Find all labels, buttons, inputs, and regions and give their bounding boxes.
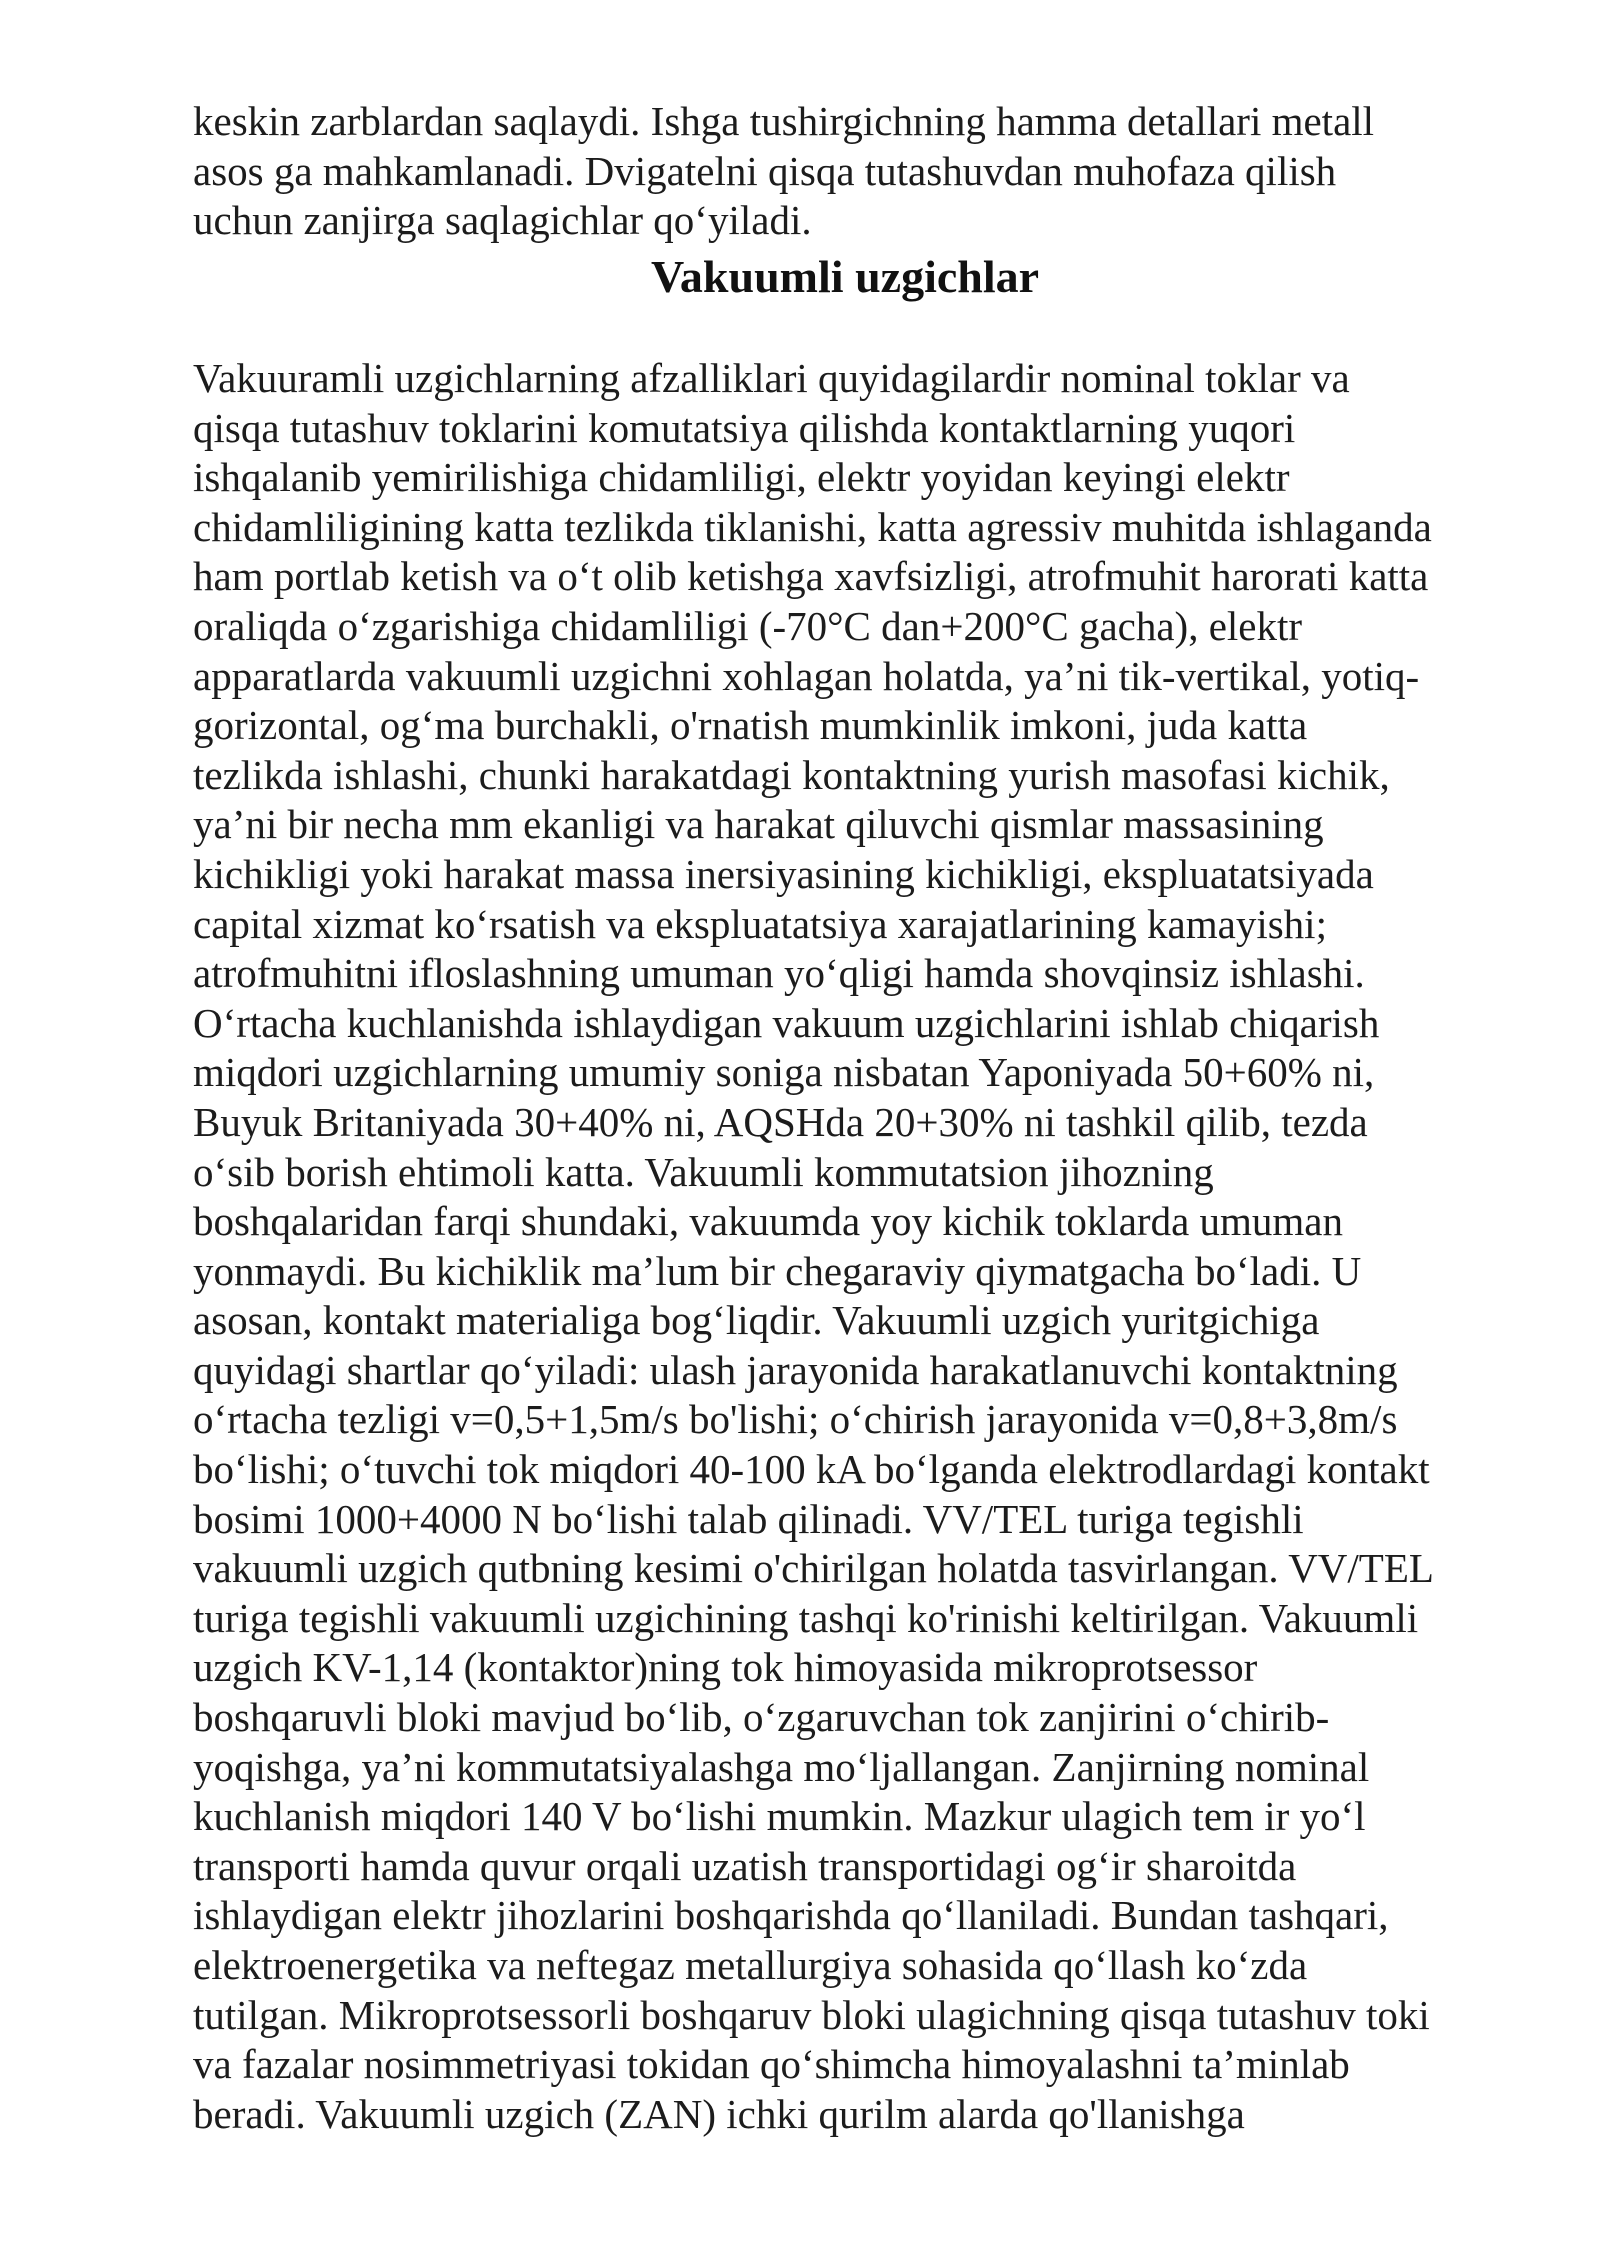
text-line: tezlikda ishlashi, chunki harakatdagi kontaktning yurish masofasi kichik, [193,751,1390,798]
text-line: va fazalar nosimmetriyasi tokidan qo‘shimcha himoyalashni ta’minlab [193,2041,1350,2088]
text-line: Vakuuramli uzgichlarning afzalliklari quyidagilardir nominal toklar va [193,355,1350,401]
text-line: vakuumli uzgich qutbning kesimi o'chirilgan holatda tasvirlangan. VV/TEL [193,1545,1434,1592]
body-paragraph [193,354,1523,2139]
text-line: apparatlarda vakuumli uzgichni xohlagan holatda, ya’ni tik-vertikal, yotiq- [193,652,1420,699]
text-line: chidamliligining katta tezlikda tiklanishi, katta agressiv muhitda ishlaganda [193,503,1432,550]
text-line: ya’ni bir necha mm ekanligi va harakat qiluvchi qismlar massasining [193,801,1324,848]
text-line: yoqishga, ya’ni kommutatsiyalashga mo‘ljallangan. Zanjirning nominal [193,1743,1370,1790]
text-line: qisqa tutashuv toklarini komutatsiya qilishda kontaktlarning yuqori [193,404,1296,451]
text-line: o‘sib borish ehtimoli katta. Vakuumli kommutatsion jihozning [193,1148,1214,1195]
text-line: capital xizmat ko‘rsatish va ekspluatatsiya xarajatlarining kamayishi; [193,900,1327,947]
text-line: oraliqda o‘zgarishiga chidamliligi (-70°C dan+200°C gacha), elektr [193,602,1303,649]
text-line: boshqalaridan farqi shundaki, vakuumda yoy kichik toklarda umuman [193,1198,1344,1245]
text-line: kichikligi yoki harakat massa inersiyasining kichikligi, ekspluatatsiyada [193,850,1374,897]
text-line: transporti hamda quvur orqali uzatish transportidagi og‘ir sharoitda [193,1842,1297,1889]
text-line: O‘rtacha kuchlanishda ishlaydigan vakuum uzgichlarini ishlab chiqarish [193,999,1380,1046]
text-line: atrofmuhitni ifloslashning umuman yo‘qligi hamda shovqinsiz ishlashi. [193,950,1365,997]
text-line: uchun zanjirga saqlagichlar qo‘yiladi. [193,197,812,244]
text-line: ishqalanib yemirilishiga chidamliligi, elektr yoyidan keyingi elektr [193,454,1290,501]
text-line: asos ga mahkamlanadi. Dvigatelni qisqa tutashuvdan muhofaza qilish [193,147,1337,194]
text-line: boshqaruvli bloki mavjud bo‘lib, o‘zgaruvchan tok zanjirini o‘chirib- [193,1694,1330,1741]
text-line: bosimi 1000+4000 N bo‘lishi talab qilinadi. VV/TEL turiga tegishli [193,1495,1304,1542]
text-line: beradi. Vakuumli uzgich (ZAN) ichki qurilm alarda qo'llanishga [193,2090,1245,2137]
text-line: gorizontal, og‘ma burchakli, o'rnatish mumkinlik imkoni, juda katta [193,702,1308,749]
text-line: uzgich KV-1,14 (kontaktor)ning tok himoyasida mikroprotsessor [193,1644,1258,1691]
text-line: Buyuk Britaniyada 30+40% ni, AQSHda 20+30% ni tashkil qilib, tezda [193,1098,1368,1145]
text-line: o‘rtacha tezligi v=0,5+1,5m/s bo'lishi; o‘chirish jarayonida v=0,8+3,8m/s [193,1396,1398,1443]
text-line: keskin zarblardan saqlaydi. Ishga tushirgichning hamma detallari metall [193,98,1375,144]
text-line: kuchlanish miqdori 140 V bo‘lishi mumkin. Mazkur ulagich tem ir yo‘l [193,1793,1366,1840]
section-heading: Vakuumli uzgichlar [650,251,1040,302]
text-line: quyidagi shartlar qo‘yiladi: ulash jarayonida harakatlanuvchi kontaktning [193,1346,1398,1393]
text-line: bo‘lishi; o‘tuvchi tok miqdori 40-100 kA bo‘lganda elektrodlardagi kontakt [193,1446,1430,1493]
text-line: miqdori uzgichlarning umumiy soniga nisbatan Yaponiyada 50+60% ni, [193,1049,1375,1096]
intro-paragraph [193,97,1523,246]
text-line: yonmaydi. Bu kichiklik ma’lum bir chegaraviy qiymatgacha bo‘ladi. U [193,1247,1362,1294]
text-line: turiga tegishli vakuumli uzgichining tashqi ko'rinishi keltirilgan. Vakuumli [193,1594,1419,1641]
text-line: asosan, kontakt materialiga bog‘liqdir. Vakuumli uzgich yuritgichiga [193,1297,1320,1344]
text-line: ham portlab ketish va o‘t olib ketishga xavfsizligi, atrofmuhit harorati katta [193,553,1429,600]
text-line: tutilgan. Mikroprotsessorli boshqaruv bloki ulagichning qisqa tutashuv toki [193,1991,1430,2038]
text-line: ishlaydigan elektr jihozlarini boshqarishda qo‘llaniladi. Bundan tashqari, [193,1892,1389,1939]
text-line: elektroenergetika va neftegaz metallurgiya sohasida qo‘llash ko‘zda [193,1942,1308,1988]
